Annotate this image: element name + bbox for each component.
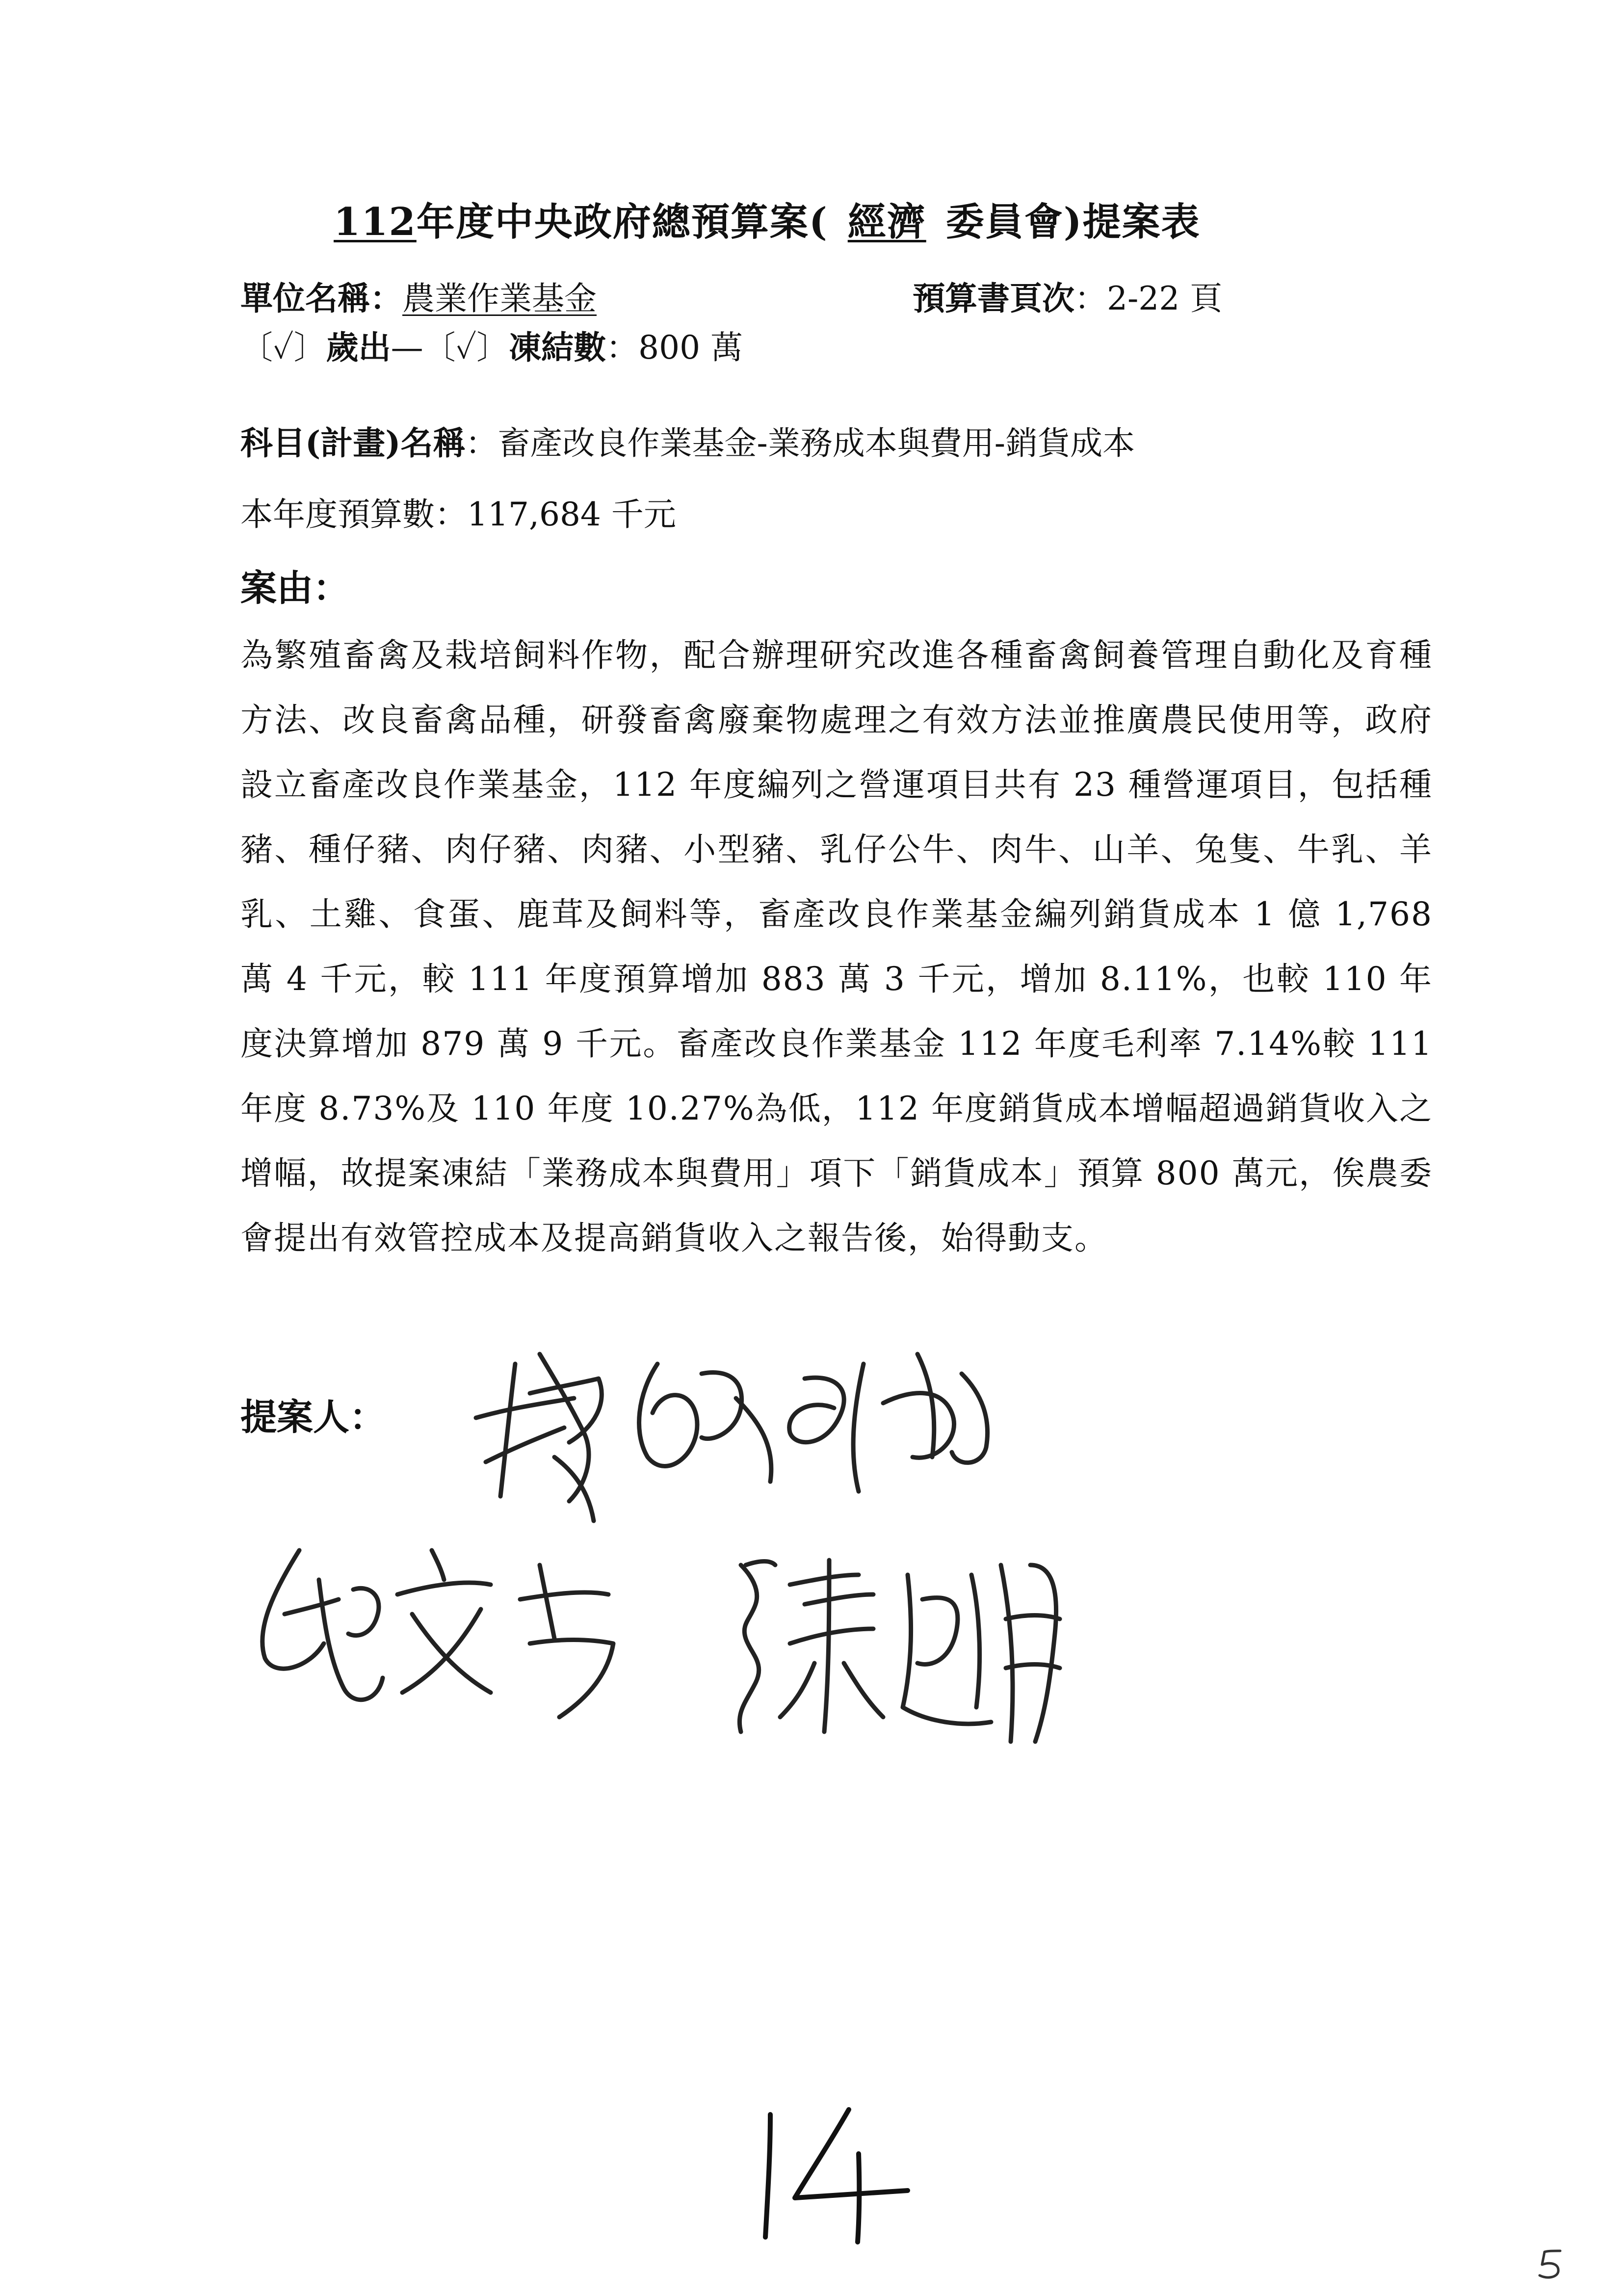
budget-line: 本年度預算數：117,684 千元 <box>240 496 676 533</box>
title-suffix: 委員會)提案表 <box>945 200 1201 244</box>
page-ref <box>913 272 1222 319</box>
corner-mark <box>1536 2247 1565 2281</box>
unit-value: 農業作業基金 <box>402 280 597 317</box>
unit-label: 單位名稱： <box>240 279 402 317</box>
signature-2 <box>245 1531 657 1737</box>
subject-value: ：畜產改良作業基金-業務成本與費用-銷貨成本 <box>465 424 1135 462</box>
checkbox-expenditure: 〔✓〕 <box>240 329 326 366</box>
freeze-label: 凍結數 <box>509 328 606 366</box>
signature-1 <box>471 1334 1035 1560</box>
dash: — <box>391 329 423 366</box>
handwritten-page-number <box>731 2100 917 2247</box>
check-line <box>240 321 743 368</box>
subject-line <box>240 417 1135 464</box>
subject-label: 科目(計畫)名稱 <box>240 424 466 462</box>
signature-3 <box>716 1545 1089 1751</box>
freeze-value: ：800 萬 <box>606 329 743 366</box>
title-prefix: 年度中央政府總預算案( <box>416 200 828 244</box>
reason-body: 為繁殖畜禽及栽培飼料作物，配合辦理研究改進各種畜禽飼養管理自動化及育種方法、改良畜禽品種，研發畜禽廢棄物處理之有效方法並推廣農民使用等，政府設立畜產改良作業基金，112 年度編列之營運項目共有 23 種營運項目，包括種豬、種仔豬、肉仔豬、肉豬、小型豬、乳仔公牛、肉牛、山羊、兔隻、牛乳、羊乳、土雞、食蛋、鹿茸及飼料等，畜產改良作業基金編列銷貨成本 1 億 1,768 萬 4 千元，較 111 年度預算增加 883 萬 3 千元，增加 8.11%，也較 110 年度決算增加 879 萬 9 千元。畜產改良作業基金 112 年度毛利率 7.14%較 111 年度 8.73%及 110 年度 10.27%為低，112 年度銷貨成本增幅超過銷貨收入之增幅，故提案凍結「業務成本與費用」項下「銷貨成本」預算 800 萬元，俟農委會提出有效管控成本及提高銷貨收入之報告後，始得動支。 <box>240 636 1433 1257</box>
page-title <box>334 191 1201 246</box>
title-year: 112 <box>334 200 417 244</box>
title-committee: 經濟 <box>847 200 926 244</box>
reason-heading: 案由： <box>240 567 349 609</box>
unit-line <box>240 272 597 319</box>
checkbox-freeze: 〔✓〕 <box>423 329 509 366</box>
page-ref-label: 預算書頁次 <box>913 279 1074 317</box>
proposer-label: 提案人： <box>240 1396 386 1438</box>
page-ref-value: ：2-22 頁 <box>1074 280 1223 317</box>
expenditure-label: 歲出 <box>326 328 391 366</box>
